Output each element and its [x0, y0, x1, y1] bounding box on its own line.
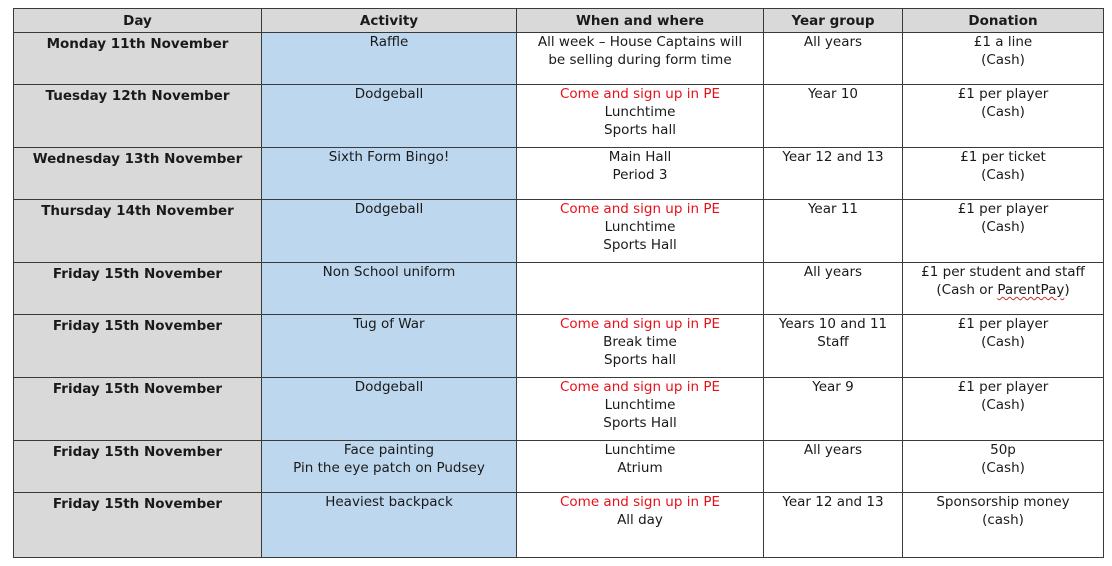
activity-text: Face painting — [343, 442, 435, 458]
year-group-text: Year 10 — [807, 86, 859, 102]
day-cell — [14, 263, 262, 315]
table-row — [14, 315, 1104, 378]
donation-text: (Cash) — [981, 104, 1025, 120]
donation-text: £1 a line — [973, 34, 1033, 50]
day-cell — [14, 148, 262, 200]
when-where-cell — [517, 441, 764, 493]
day-cell — [14, 315, 262, 378]
day-cell — [14, 441, 262, 493]
donation-text: (cash) — [982, 512, 1024, 528]
donation-text: £1 per player — [957, 201, 1049, 217]
donation-cell — [903, 85, 1104, 148]
day-cell — [14, 33, 262, 85]
donation-text: (Cash) — [981, 397, 1025, 413]
activity-cell — [262, 200, 517, 263]
spellcheck-underline: ParentPay — [997, 282, 1065, 298]
activity-text: Dodgeball — [354, 379, 424, 395]
signup-note: Come and sign up in PE — [559, 86, 720, 102]
signup-note: Come and sign up in PE — [559, 316, 720, 332]
year-group-cell — [764, 441, 903, 493]
donation-text: Sponsorship money — [936, 494, 1070, 510]
header-donation: Donation — [903, 9, 1104, 33]
events-table-wrapper — [13, 8, 1104, 558]
day-text: Friday 15th November — [52, 444, 223, 460]
activity-cell — [262, 315, 517, 378]
day-text: Monday 11th November — [46, 36, 229, 52]
year-group-cell — [764, 493, 903, 558]
activity-text: Raffle — [369, 34, 409, 50]
day-cell — [14, 493, 262, 558]
year-group-text: All years — [803, 34, 863, 50]
year-group-cell — [764, 148, 903, 200]
activity-text: Heaviest backpack — [325, 494, 453, 510]
table-row — [14, 85, 1104, 148]
activity-cell — [262, 263, 517, 315]
when-where-text: Lunchtime — [604, 104, 676, 120]
activity-text: Tug of War — [353, 316, 425, 332]
year-group-text: Year 12 and 13 — [782, 494, 884, 510]
donation-cell — [903, 148, 1104, 200]
when-where-text: Lunchtime — [604, 219, 676, 235]
day-text: Thursday 14th November — [41, 203, 234, 219]
year-group-cell — [764, 85, 903, 148]
header-row — [14, 9, 1104, 33]
table-row — [14, 200, 1104, 263]
table-body — [14, 33, 1104, 558]
year-group-cell — [764, 200, 903, 263]
donation-cell — [903, 441, 1104, 493]
donation-text: (Cash) — [981, 167, 1025, 183]
when-where-text: Main Hall — [608, 149, 672, 165]
donation-text: £1 per ticket — [960, 149, 1046, 165]
when-where-text: Break time — [603, 334, 677, 350]
when-where-text: be selling during form time — [548, 52, 732, 68]
when-where-cell — [517, 85, 764, 148]
donation-text: (Cash) — [981, 460, 1025, 476]
donation-cell — [903, 200, 1104, 263]
when-where-text: All day — [617, 512, 663, 528]
year-group-text: All years — [803, 442, 863, 458]
donation-text: (Cash) — [981, 52, 1025, 68]
year-group-text: All years — [803, 264, 863, 280]
header-year-group: Year group — [764, 9, 903, 33]
donation-text: (Cash) — [981, 219, 1025, 235]
table-row — [14, 33, 1104, 85]
donation-cell — [903, 315, 1104, 378]
donation-text: 50p — [990, 442, 1016, 458]
donation-cell — [903, 33, 1104, 85]
activity-text: Dodgeball — [354, 86, 424, 102]
when-where-text: Period 3 — [612, 167, 668, 183]
donation-cell — [903, 263, 1104, 315]
donation-text: £1 per player — [957, 86, 1049, 102]
signup-note: Come and sign up in PE — [559, 494, 720, 510]
signup-note: Come and sign up in PE — [559, 379, 720, 395]
day-text: Friday 15th November — [52, 266, 223, 282]
activity-text: Non School uniform — [322, 264, 456, 280]
activity-text: Sixth Form Bingo! — [328, 149, 450, 165]
table-row — [14, 378, 1104, 441]
donation-cell — [903, 378, 1104, 441]
year-group-text: Year 9 — [812, 379, 854, 395]
when-where-cell — [517, 148, 764, 200]
year-group-cell — [764, 315, 903, 378]
year-group-text: Year 11 — [807, 201, 859, 217]
day-cell — [14, 200, 262, 263]
day-text: Friday 15th November — [52, 318, 223, 334]
when-where-text: Sports hall — [604, 352, 676, 368]
when-where-cell — [517, 378, 764, 441]
header-day: Day — [14, 9, 262, 33]
donation-text: (Cash) — [981, 334, 1025, 350]
when-where-text: Lunchtime — [604, 442, 676, 458]
day-text: Friday 15th November — [52, 496, 223, 512]
events-table — [13, 8, 1104, 558]
year-group-cell — [764, 33, 903, 85]
activity-text: Dodgeball — [354, 201, 424, 217]
year-group-cell — [764, 378, 903, 441]
table-row — [14, 441, 1104, 493]
when-where-cell — [517, 33, 764, 85]
year-group-text: Year 12 and 13 — [782, 149, 884, 165]
table-row — [14, 148, 1104, 200]
day-cell — [14, 85, 262, 148]
when-where-text: Sports Hall — [603, 237, 677, 253]
activity-cell — [262, 441, 517, 493]
day-text: Friday 15th November — [52, 381, 223, 397]
day-text: Wednesday 13th November — [32, 151, 243, 167]
when-where-cell — [517, 263, 764, 315]
activity-cell — [262, 378, 517, 441]
donation-text: £1 per student and staff — [921, 264, 1085, 280]
table-row — [14, 493, 1104, 558]
when-where-cell — [517, 493, 764, 558]
when-where-text: Sports Hall — [603, 415, 677, 431]
activity-text: Pin the eye patch on Pudsey — [293, 460, 485, 476]
activity-cell — [262, 85, 517, 148]
day-text: Tuesday 12th November — [45, 88, 230, 104]
year-group-text: Staff — [817, 334, 849, 350]
donation-cell — [903, 493, 1104, 558]
when-where-text: All week – House Captains will — [537, 34, 743, 50]
day-cell — [14, 378, 262, 441]
activity-cell — [262, 493, 517, 558]
when-where-text: Atrium — [617, 460, 663, 476]
when-where-text: Sports hall — [604, 122, 676, 138]
activity-cell — [262, 148, 517, 200]
header-when-and-where: When and where — [517, 9, 764, 33]
signup-note: Come and sign up in PE — [559, 201, 720, 217]
activity-cell — [262, 33, 517, 85]
year-group-cell — [764, 263, 903, 315]
donation-text: £1 per player — [957, 379, 1049, 395]
table-row — [14, 263, 1104, 315]
donation-text: (Cash or ParentPay) — [936, 282, 1070, 298]
donation-text: £1 per player — [957, 316, 1049, 332]
header-activity: Activity — [262, 9, 517, 33]
year-group-text: Years 10 and 11 — [778, 316, 888, 332]
when-where-cell — [517, 200, 764, 263]
when-where-cell — [517, 315, 764, 378]
when-where-text: Lunchtime — [604, 397, 676, 413]
